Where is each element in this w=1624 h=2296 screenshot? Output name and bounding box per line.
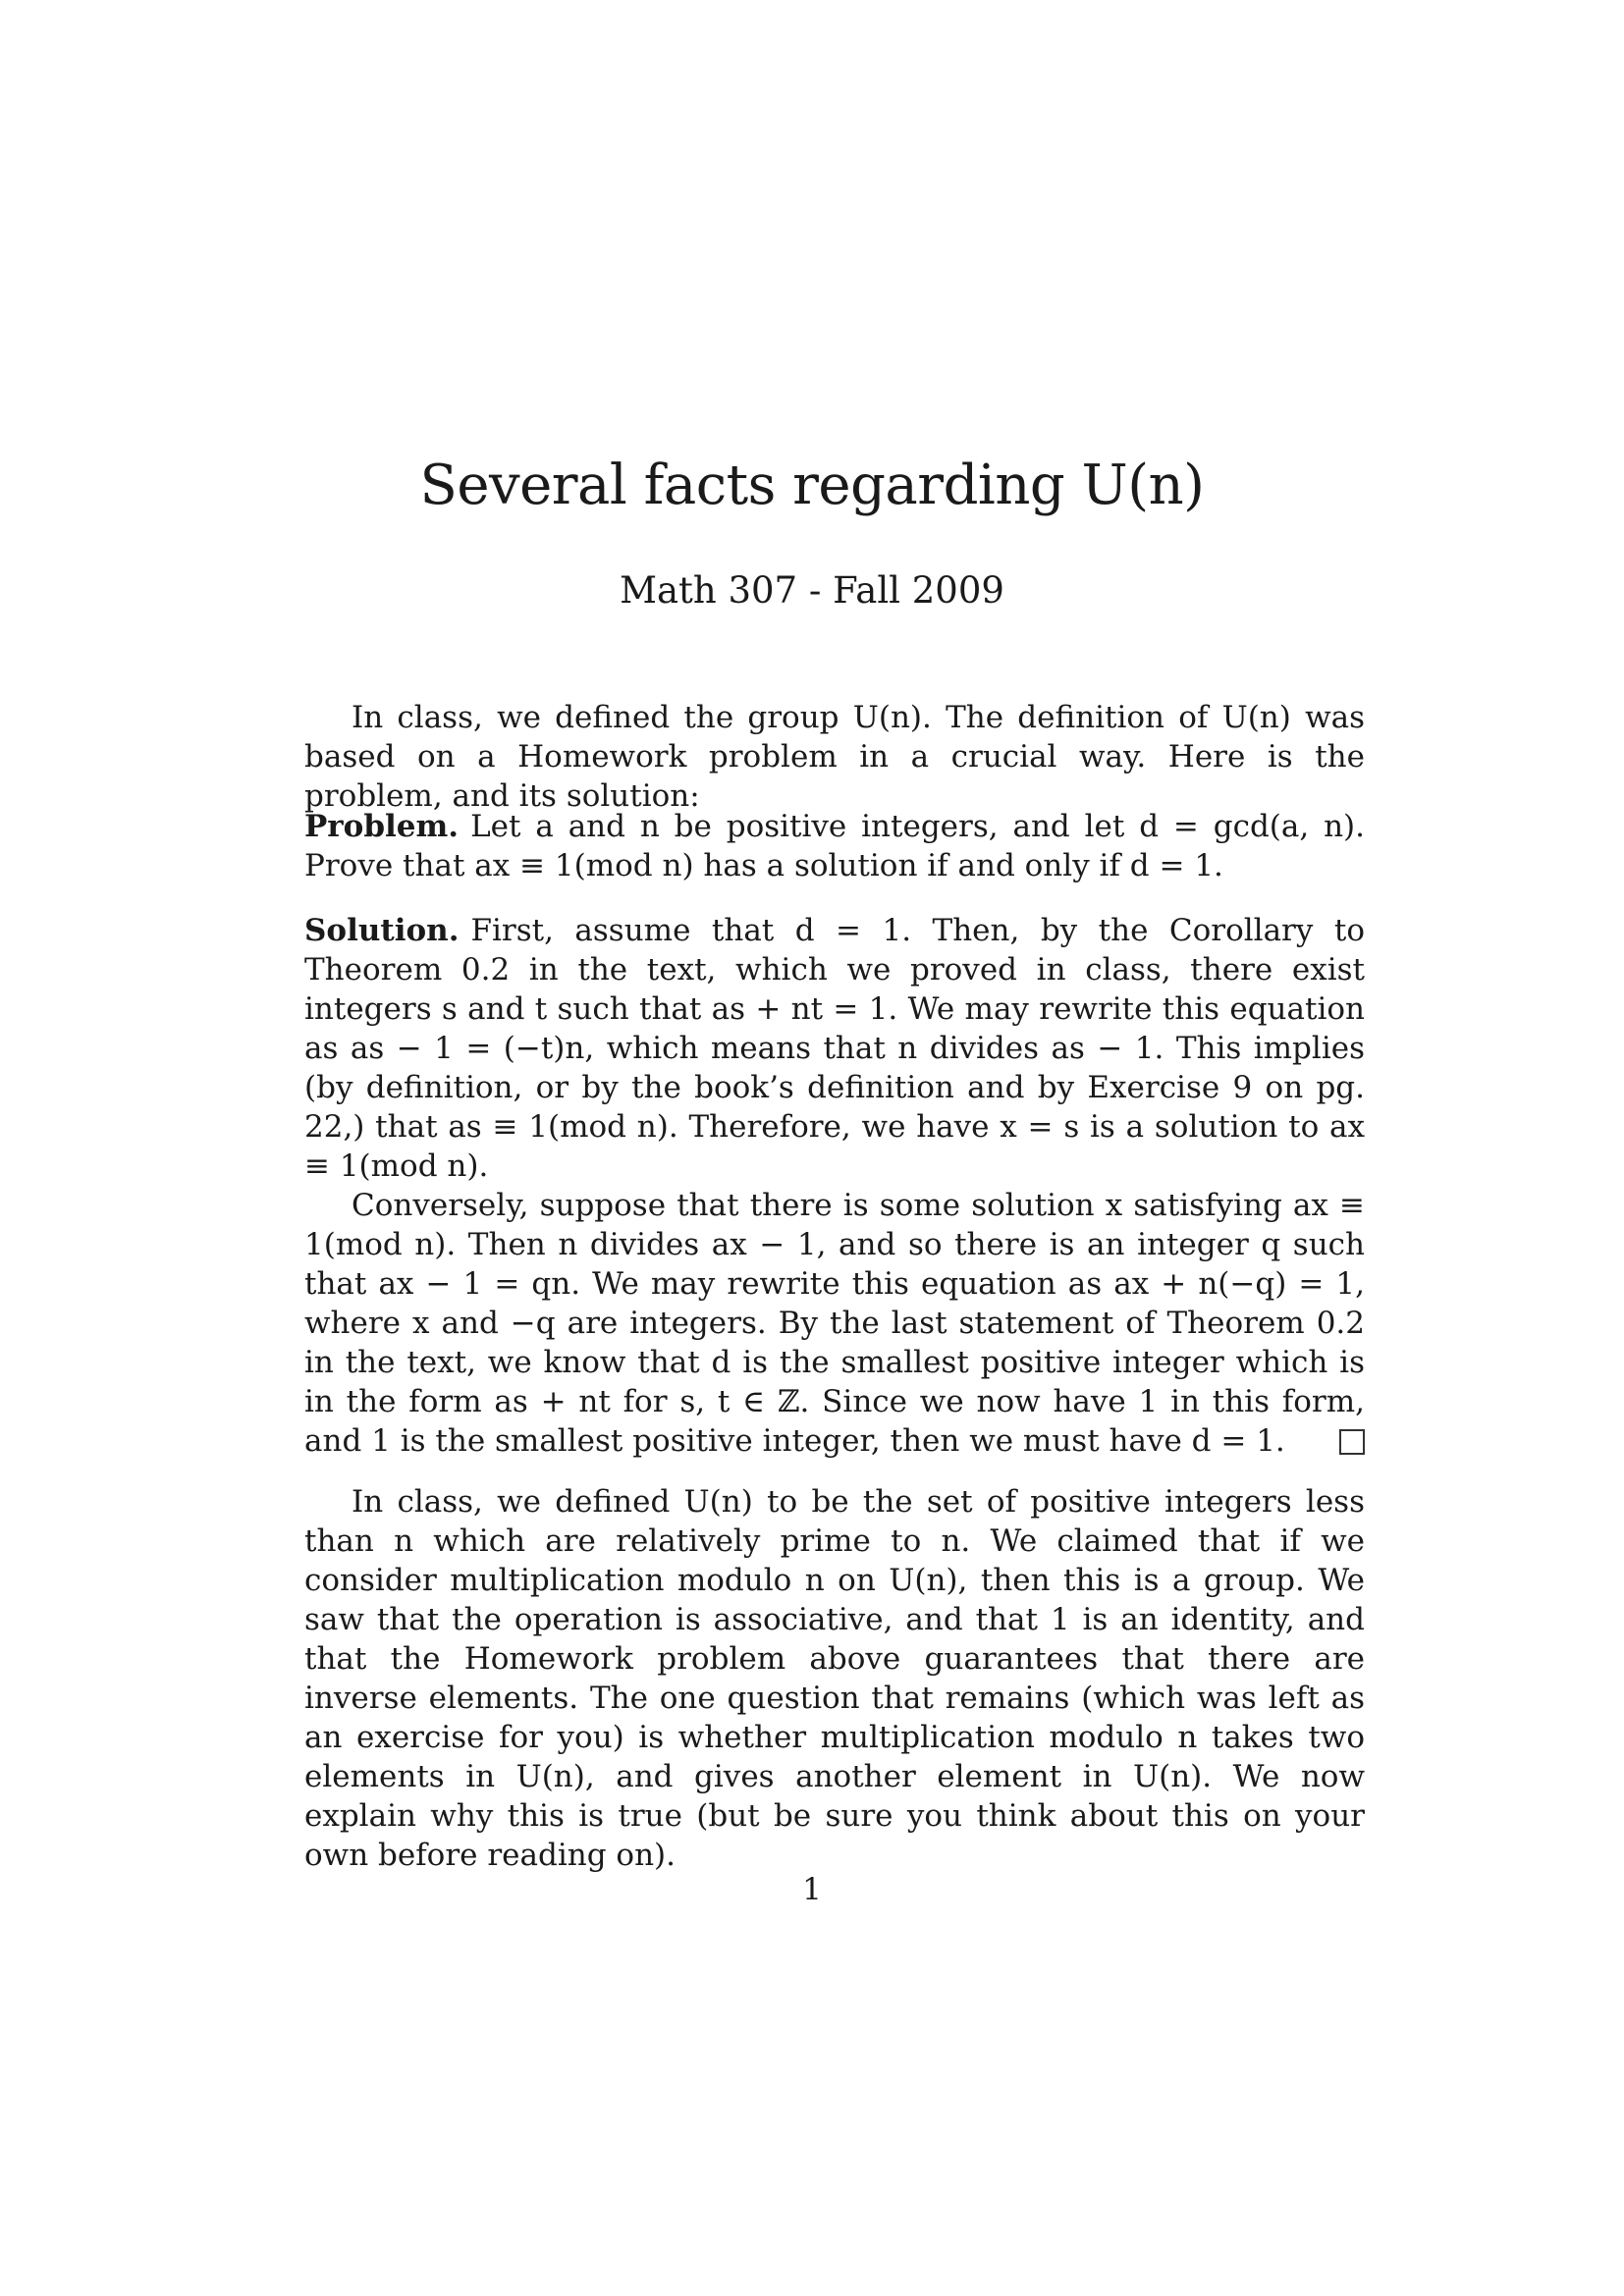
intro-paragraph: In class, we defined the group U(n). The definition of U(n) was based on a Homework problem in a crucial way. Here is the problem, and its solution:	[304, 700, 1365, 814]
qed-box-icon	[1339, 1429, 1365, 1455]
page-title: Several facts regarding U(n)	[419, 454, 1205, 517]
problem-label: Problem.	[304, 809, 460, 844]
conversely-paragraph	[304, 1186, 1365, 1461]
solution-paragraph	[304, 911, 1365, 1186]
conversely-text: Conversely, suppose that there is some solution x satisfying ax ≡ 1(mod n). Then n divides ax − 1, and so there is an integer q such that ax − 1 = qn. We may rewrite this equation as ax + n(−q) = 1, where x and −q are integers. By the last statement of Theorem 0.2 in the text, we know that d is the smallest positive integer which is in the form as + nt for s, t ∈ ℤ. Since we now have 1 in this form, and 1 is the smallest positive integer, then we must have d = 1.	[304, 1188, 1365, 1459]
solution-text: First, assume that d = 1. Then, by the Corollary to Theorem 0.2 in the text, which we proved in class, there exist integers s and t such that as + nt = 1. We may rewrite this equation as as − 1 = (−t)n, which means that n divides as − 1. This implies (by definition, or by the book’s definition and by Exercise 9 on pg. 22,) that as ≡ 1(mod n). Therefore, we have x = s is a solution to ax ≡ 1(mod n).	[304, 913, 1365, 1184]
closing-paragraph: In class, we defined U(n) to be the set of positive integers less than n which are relatively prime to n. We claimed that if we consider multiplication modulo n on U(n), then this is a group. We saw that the operation is associative, and that 1 is an identity, and that the Homework problem above guarantees that there are inverse elements. The one question that remains (which was left as an exercise for you) is whether multiplication modulo n takes two elements in U(n), and gives another element in U(n). We now explain why this is true (but be sure you think about this on your own before reading on).	[304, 1484, 1365, 1873]
page-number: 1	[802, 1872, 822, 1907]
problem-text: Let a and n be positive integers, and let d = gcd(a, n). Prove that ax ≡ 1(mod n) has a solution if and only if d = 1.	[304, 809, 1365, 883]
solution-label: Solution.	[304, 913, 460, 948]
intro-block	[304, 698, 1365, 816]
problem-block	[304, 807, 1365, 885]
problem-paragraph	[304, 807, 1365, 885]
solution-block	[304, 911, 1365, 1461]
page-subtitle: Math 307 - Fall 2009	[620, 569, 1004, 612]
closing-block	[304, 1482, 1365, 1875]
